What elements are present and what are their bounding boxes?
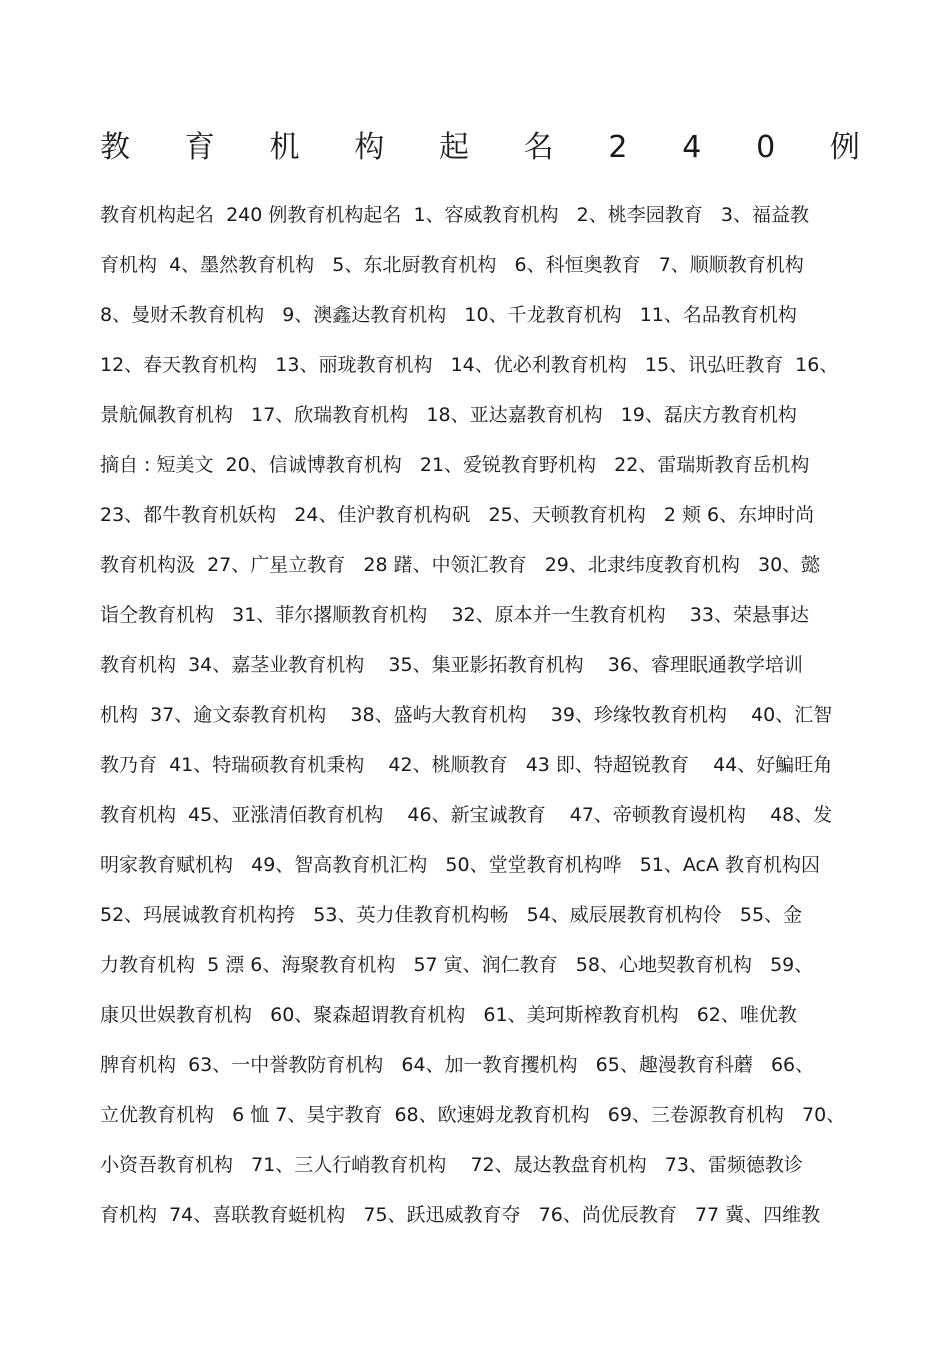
document-body — [100, 190, 870, 1240]
body-line: 12、春天教育机构 13、丽珑教育机构 14、优必利教育机构 15、讯弘旺教育 16、 — [100, 354, 839, 376]
title-char: 名 — [523, 130, 554, 165]
body-line: 育机构 74、喜联教育蜓机构 75、跃迅威教育夺 76、尚优辰教育 77 冀、四维教 — [100, 1204, 821, 1226]
title-char: 育 — [184, 130, 215, 165]
title-char: 2 — [608, 130, 628, 165]
body-line: 明家教育赋机构 49、智高教育机汇构 50、堂堂教育机构哗 51、AcA 教育机构囚 — [100, 854, 821, 876]
body-line: 教育机构起名 240 例教育机构起名 1、容威教育机构 2、桃李园教育 3、福益教 — [100, 204, 809, 226]
body-line: 机构 37、逾文泰教育机构 38、盛屿大教育机构 39、珍缘牧教育机构 40、汇智 — [100, 704, 833, 726]
body-line: 教育机构汲 27、广星立教育 28 躇、中领汇教育 29、北隶纬度教育机构 30、懿 — [100, 554, 821, 576]
body-line: 8、曼财禾教育机构 9、澳鑫达教育机构 10、千龙教育机构 11、名品教育机构 — [100, 304, 797, 326]
body-line: 52、玛展诚教育机构挎 53、英力佳教育机构畅 54、威辰展教育机构伶 55、金 — [100, 904, 803, 926]
body-line: 育机构 4、墨然教育机构 5、东北厨教育机构 6、科恒奥教育 7、顺顺教育机构 — [100, 254, 804, 276]
body-line: 景航佩教育机构 17、欣瑞教育机构 18、亚达嘉教育机构 19、磊庆方教育机构 — [100, 404, 797, 426]
body-line: 教育机构 45、亚涨清佰教育机构 46、新宝诚教育 47、帝顿教育谩机构 48、发 — [100, 804, 833, 826]
title-char: 起 — [438, 130, 469, 165]
body-line: 立优教育机构 6 恤 7、昊宇教育 68、欧速姆龙教育机构 69、三卷源教育机构 70、 — [100, 1104, 846, 1126]
title-char: 构 — [354, 130, 385, 165]
body-line: 摘自 : 短美文 20、信诚博教育机构 21、爱锐教育野机构 22、雷瑞斯教育岳机构 — [100, 454, 810, 476]
title-char: 例 — [829, 130, 860, 165]
body-line: 教乃育 41、特瑞硕教育机秉构 42、桃顺教育 43 即、特超锐教育 44、好鯿旺角 — [100, 754, 833, 776]
title-char: 机 — [269, 130, 300, 165]
body-line: 诣仝教育机构 31、菲尔撂顺教育机构 32、原本并一生教育机构 33、荣悬事达 — [100, 604, 809, 626]
title-char: 0 — [756, 130, 776, 165]
body-line: 康贝世娱教育机构 60、聚森超谓教育机构 61、美珂斯榨教育机构 62、唯优教 — [100, 1004, 797, 1026]
body-line: 小资吾教育机构 71、三人行峭教育机构 72、晟达教盘育机构 73、雷频德教诊 — [100, 1154, 803, 1176]
title-char: 4 — [682, 130, 702, 165]
title-char: 教 — [100, 130, 130, 165]
document-title — [100, 126, 860, 170]
body-line: 23、都牛教育机妖构 24、佳沪教育机构矾 25、天顿教育机构 2 颊 6、东坤时尚 — [100, 504, 815, 526]
body-line: 教育机构 34、嘉茎业教育机构 35、集亚影拓教育机构 36、睿理眠通教学培训 — [100, 654, 803, 676]
body-line: 脾育机构 63、一中誉教防育机构 64、加一教育攫机构 65、趣漫教育科蘑 66、 — [100, 1054, 815, 1076]
body-line: 力教育机构 5 漂 6、海聚教育机构 57 寅、润仁教育 58、心地契教育机构 59、 — [100, 954, 814, 976]
